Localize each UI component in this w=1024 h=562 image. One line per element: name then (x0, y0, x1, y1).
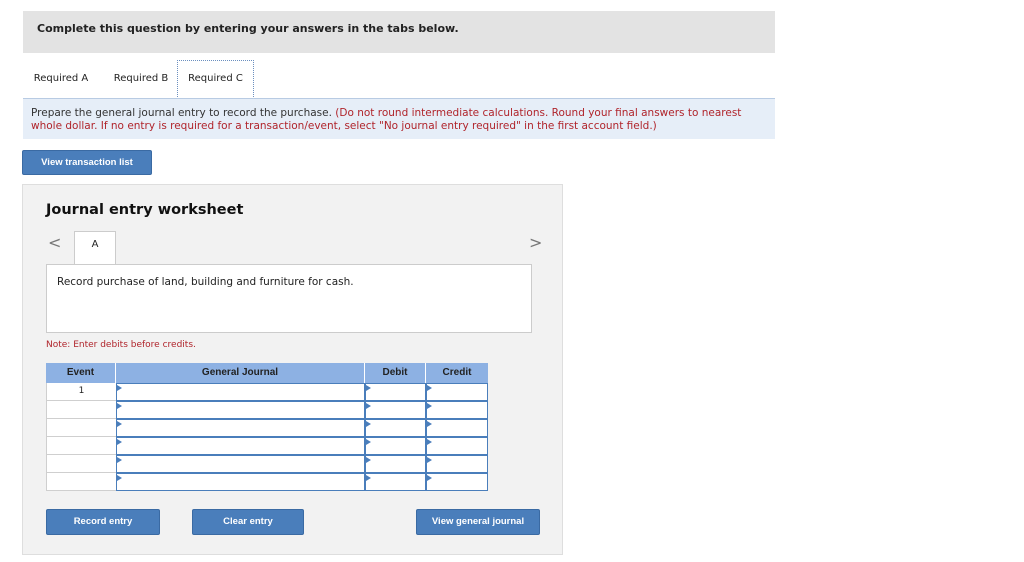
debit-input[interactable] (365, 455, 426, 473)
debits-note: Note: Enter debits before credits. (46, 340, 196, 350)
record-entry-button[interactable]: Record entry (46, 509, 160, 535)
account-input[interactable] (116, 473, 365, 491)
account-input[interactable] (116, 383, 365, 401)
event-cell: 1 (46, 383, 116, 401)
tab-required-c[interactable]: Required C (177, 60, 254, 99)
transaction-description-box (46, 264, 532, 333)
view-general-journal-button[interactable]: View general journal (416, 509, 540, 535)
instructions-main: Prepare the general journal entry to record the purchase. (31, 107, 332, 119)
credit-input[interactable] (426, 473, 488, 491)
question-header (23, 11, 775, 53)
worksheet-title: Journal entry worksheet (46, 202, 244, 218)
instructions-note: (Do not round intermediate calculations. Round your final answers to nearest whole dollar. If no entry is required for a transaction/event, select "No journal entry required" in the first account field.) (31, 107, 742, 132)
chevron-left-icon[interactable]: < (48, 233, 62, 252)
instructions-bar (23, 98, 775, 139)
worksheet-tab-a[interactable]: A (74, 231, 116, 265)
chevron-right-icon[interactable]: > (529, 233, 543, 252)
credit-input[interactable] (426, 455, 488, 473)
clear-entry-button[interactable]: Clear entry (192, 509, 304, 535)
account-input[interactable] (116, 419, 365, 437)
credit-input[interactable] (426, 401, 488, 419)
view-transaction-list-button[interactable]: View transaction list (22, 150, 152, 175)
debit-input[interactable] (365, 437, 426, 455)
tab-required-b[interactable]: Required B (113, 73, 169, 84)
column-header-general-journal: General Journal (116, 363, 365, 383)
debit-input[interactable] (365, 401, 426, 419)
account-input[interactable] (116, 455, 365, 473)
column-header-credit: Credit (426, 363, 488, 383)
debit-input[interactable] (365, 383, 426, 401)
account-input[interactable] (116, 401, 365, 419)
event-cell (46, 401, 116, 419)
event-cell (46, 473, 116, 491)
tab-required-a[interactable]: Required A (33, 73, 89, 84)
account-input[interactable] (116, 437, 365, 455)
event-cell (46, 437, 116, 455)
journal-grid (46, 363, 488, 497)
credit-input[interactable] (426, 383, 488, 401)
transaction-description: Record purchase of land, building and furniture for cash. (57, 276, 354, 288)
debit-input[interactable] (365, 419, 426, 437)
event-cell (46, 455, 116, 473)
journal-entry-worksheet (22, 184, 563, 555)
credit-input[interactable] (426, 437, 488, 455)
debit-input[interactable] (365, 473, 426, 491)
credit-input[interactable] (426, 419, 488, 437)
column-header-event: Event (46, 363, 116, 383)
question-instruction: Complete this question by entering your answers in the tabs below. (37, 22, 459, 35)
column-header-debit: Debit (365, 363, 426, 383)
event-cell (46, 419, 116, 437)
